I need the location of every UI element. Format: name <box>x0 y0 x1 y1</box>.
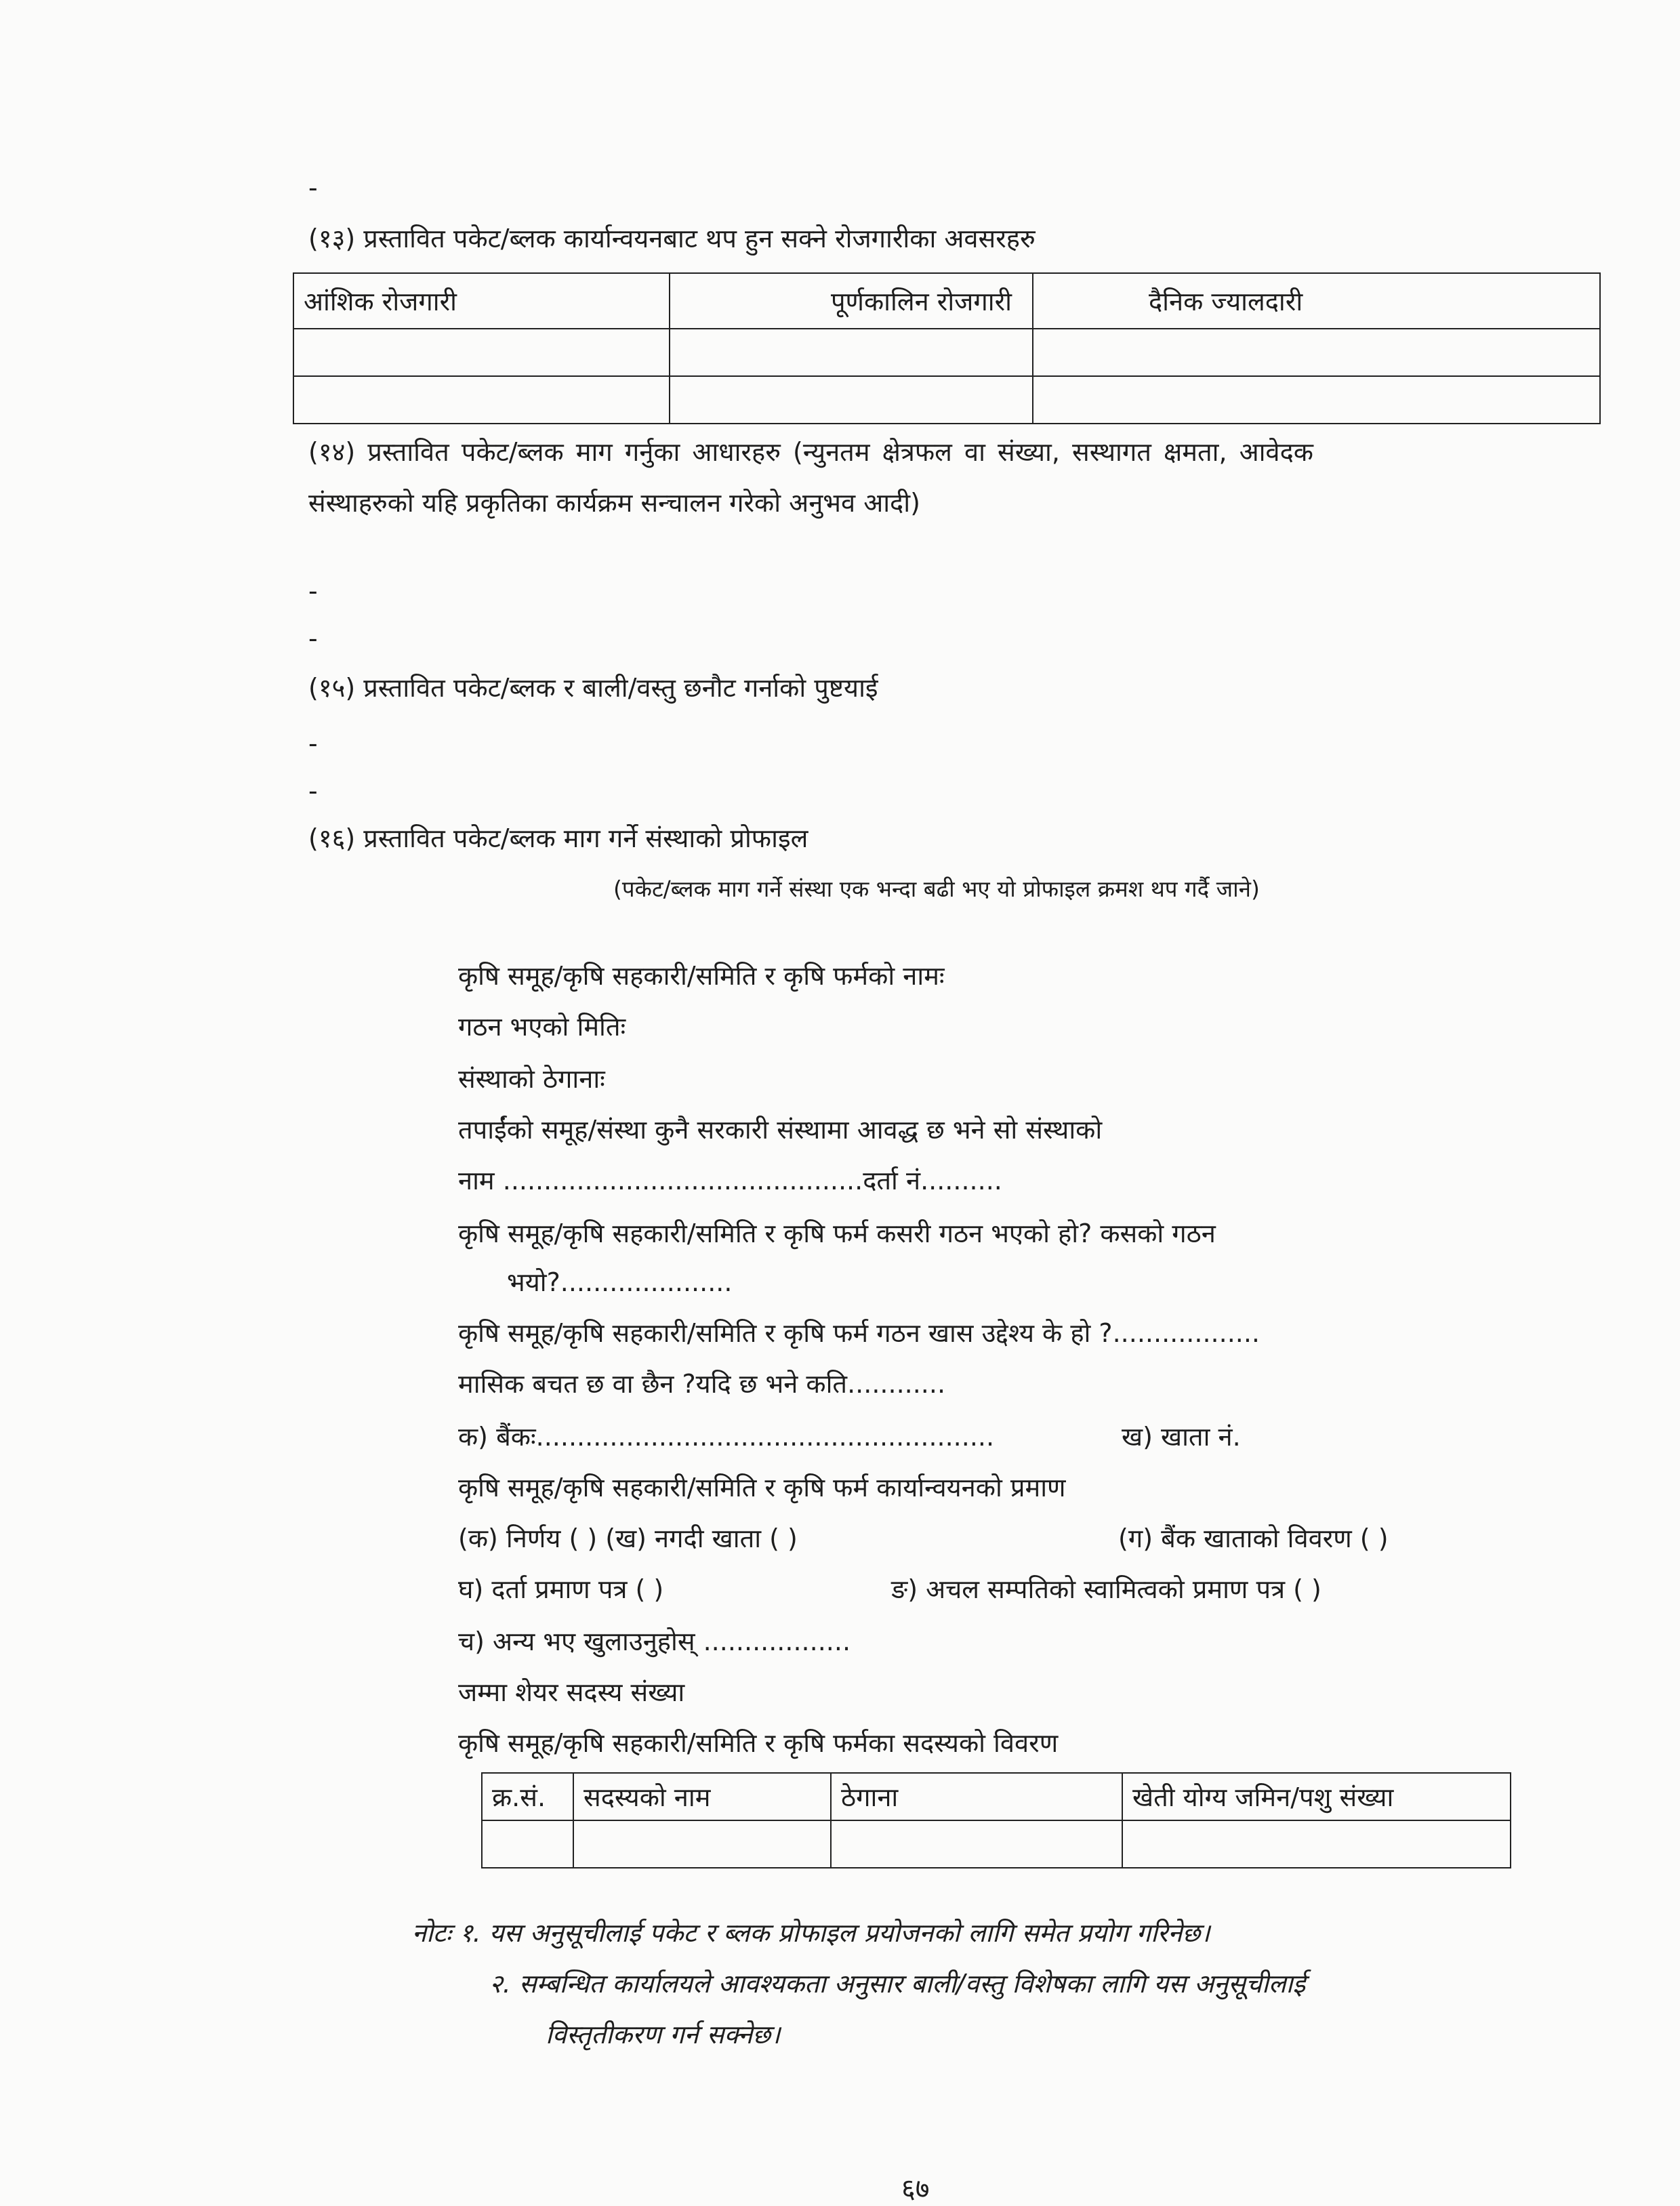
profile-share-members: जम्मा शेयर सदस्य संख्या <box>458 1677 685 1707</box>
profile-proof-decision-cash: (क) निर्णय ( ) (ख) नगदी खाता ( ) <box>458 1524 798 1553</box>
header-partial-employment: आंशिक रोजगारी <box>293 273 670 329</box>
profile-affiliation: तपाईंको समूह/संस्था कुनै सरकारी संस्थामा आवद्ध छ भने सो संस्थाको <box>458 1115 1103 1145</box>
table-cell <box>1033 376 1600 424</box>
profile-name: कृषि समूह/कृषि सहकारी/समिति र कृषि फर्मको नामः <box>458 961 945 991</box>
header-land-livestock: खेती योग्य जमिन/पशु संख्या <box>1122 1773 1511 1820</box>
bullet-dash: - <box>308 776 318 806</box>
profile-purpose: कृषि समूह/कृषि सहकारी/समिति र कृषि फर्म गठन खास उद्देश्य के हो ?.................. <box>458 1318 1261 1348</box>
profile-proof-other: च) अन्य भए खुलाउनुहोस् .................. <box>458 1627 851 1656</box>
table-row <box>293 329 1600 376</box>
profile-proof-registration: घ) दर्ता प्रमाण पत्र ( ) <box>458 1574 664 1604</box>
header-daily-wage: दैनिक ज्यालदारी <box>1033 273 1600 329</box>
page-number: ६७ <box>901 2173 930 2205</box>
table-header-row <box>482 1773 1511 1820</box>
profile-proof-property: ङ) अचल सम्पतिको स्वामित्वको प्रमाण पत्र ( ) <box>891 1574 1322 1604</box>
table-row <box>293 376 1600 424</box>
header-address: ठेगाना <box>831 1773 1122 1820</box>
header-fulltime-employment: पूर्णकालिन रोजगारी <box>670 273 1033 329</box>
table-row <box>482 1820 1511 1868</box>
profile-formed-date: गठन भएको मितिः <box>458 1012 626 1042</box>
employment-table <box>293 272 1601 424</box>
section-14-line1: (१४) प्रस्तावित पकेट/ब्लक माग गर्नुका आधारहरु (न्युनतम क्षेत्रफल वा संख्या, सस्थागत क्षमता, आवेदक <box>308 437 1313 467</box>
table-cell <box>1033 329 1600 376</box>
table-cell <box>670 329 1033 376</box>
bullet-dash: - <box>308 576 318 606</box>
header-member-name: सदस्यको नाम <box>573 1773 831 1820</box>
profile-proof-heading: कृषि समूह/कृषि सहकारी/समिति र कृषि फर्म कार्यान्वयनको प्रमाण <box>458 1473 1066 1503</box>
bullet-dash: - <box>308 173 318 203</box>
profile-bank: क) बैंकः........................................................ <box>458 1422 995 1452</box>
profile-how-formed-cont: भयो?..................... <box>507 1267 733 1297</box>
section-13-heading: (१३) प्रस्तावित पकेट/ब्लक कार्यान्वयनबाट थप हुन सक्ने रोजगारीका अवसरहरु <box>308 224 1036 253</box>
table-cell <box>1122 1820 1511 1868</box>
header-serial: क्र.सं. <box>482 1773 573 1820</box>
profile-name-registration: नाम ............................................दर्ता नं.......... <box>458 1166 1002 1196</box>
bullet-dash: - <box>308 729 318 758</box>
table-cell <box>573 1820 831 1868</box>
profile-how-formed: कृषि समूह/कृषि सहकारी/समिति र कृषि फर्म कसरी गठन भएको हो? कसको गठन <box>458 1219 1216 1248</box>
section-14-line2: संस्थाहरुको यहि प्रकृतिका कार्यक्रम सन्चालन गरेको अनुभव आदी) <box>308 488 920 518</box>
profile-proof-bank-details: (ग) बैंक खाताको विवरण ( ) <box>1118 1524 1389 1553</box>
section-16-heading: (१६) प्रस्तावित पकेट/ब्लक माग गर्ने संस्थाको प्रोफाइल <box>308 823 808 853</box>
note-line3: विस्तृतीकरण गर्न सक्नेछ। <box>546 2020 781 2049</box>
profile-address: संस्थाको ठेगानाः <box>458 1064 605 1094</box>
section-15-heading: (१५) प्रस्तावित पकेट/ब्लक र बाली/वस्तु छनौट गर्नाको पुष्टयाई <box>308 673 878 703</box>
table-cell <box>293 376 670 424</box>
section-16-subnote: (पकेट/ब्लक माग गर्ने संस्था एक भन्दा बढी भए यो प्रोफाइल क्रमश थप गर्दै जाने) <box>613 876 1260 902</box>
table-cell <box>293 329 670 376</box>
members-table <box>481 1772 1511 1868</box>
note-line2: २. सम्बन्धित कार्यालयले आवश्यकता अनुसार बाली/वस्तु विशेषका लागि यस अनुसूचीलाई <box>489 1969 1306 1999</box>
note-line1: नोटः १. यस अनुसूचीलाई पकेट र ब्लक प्रोफाइल प्रयोजनको लागि समेत प्रयोग गरिनेछ। <box>412 1918 1210 1948</box>
profile-account: ख) खाता नं. <box>1122 1422 1241 1452</box>
profile-savings: मासिक बचत छ वा छैन ?यदि छ भने कति............ <box>458 1369 946 1399</box>
table-header-row <box>293 273 1600 329</box>
table-cell <box>831 1820 1122 1868</box>
bullet-dash: - <box>308 624 318 653</box>
profile-members-heading: कृषि समूह/कृषि सहकारी/समिति र कृषि फर्मका सदस्यको विवरण <box>458 1728 1059 1758</box>
table-cell <box>670 376 1033 424</box>
table-cell <box>482 1820 573 1868</box>
